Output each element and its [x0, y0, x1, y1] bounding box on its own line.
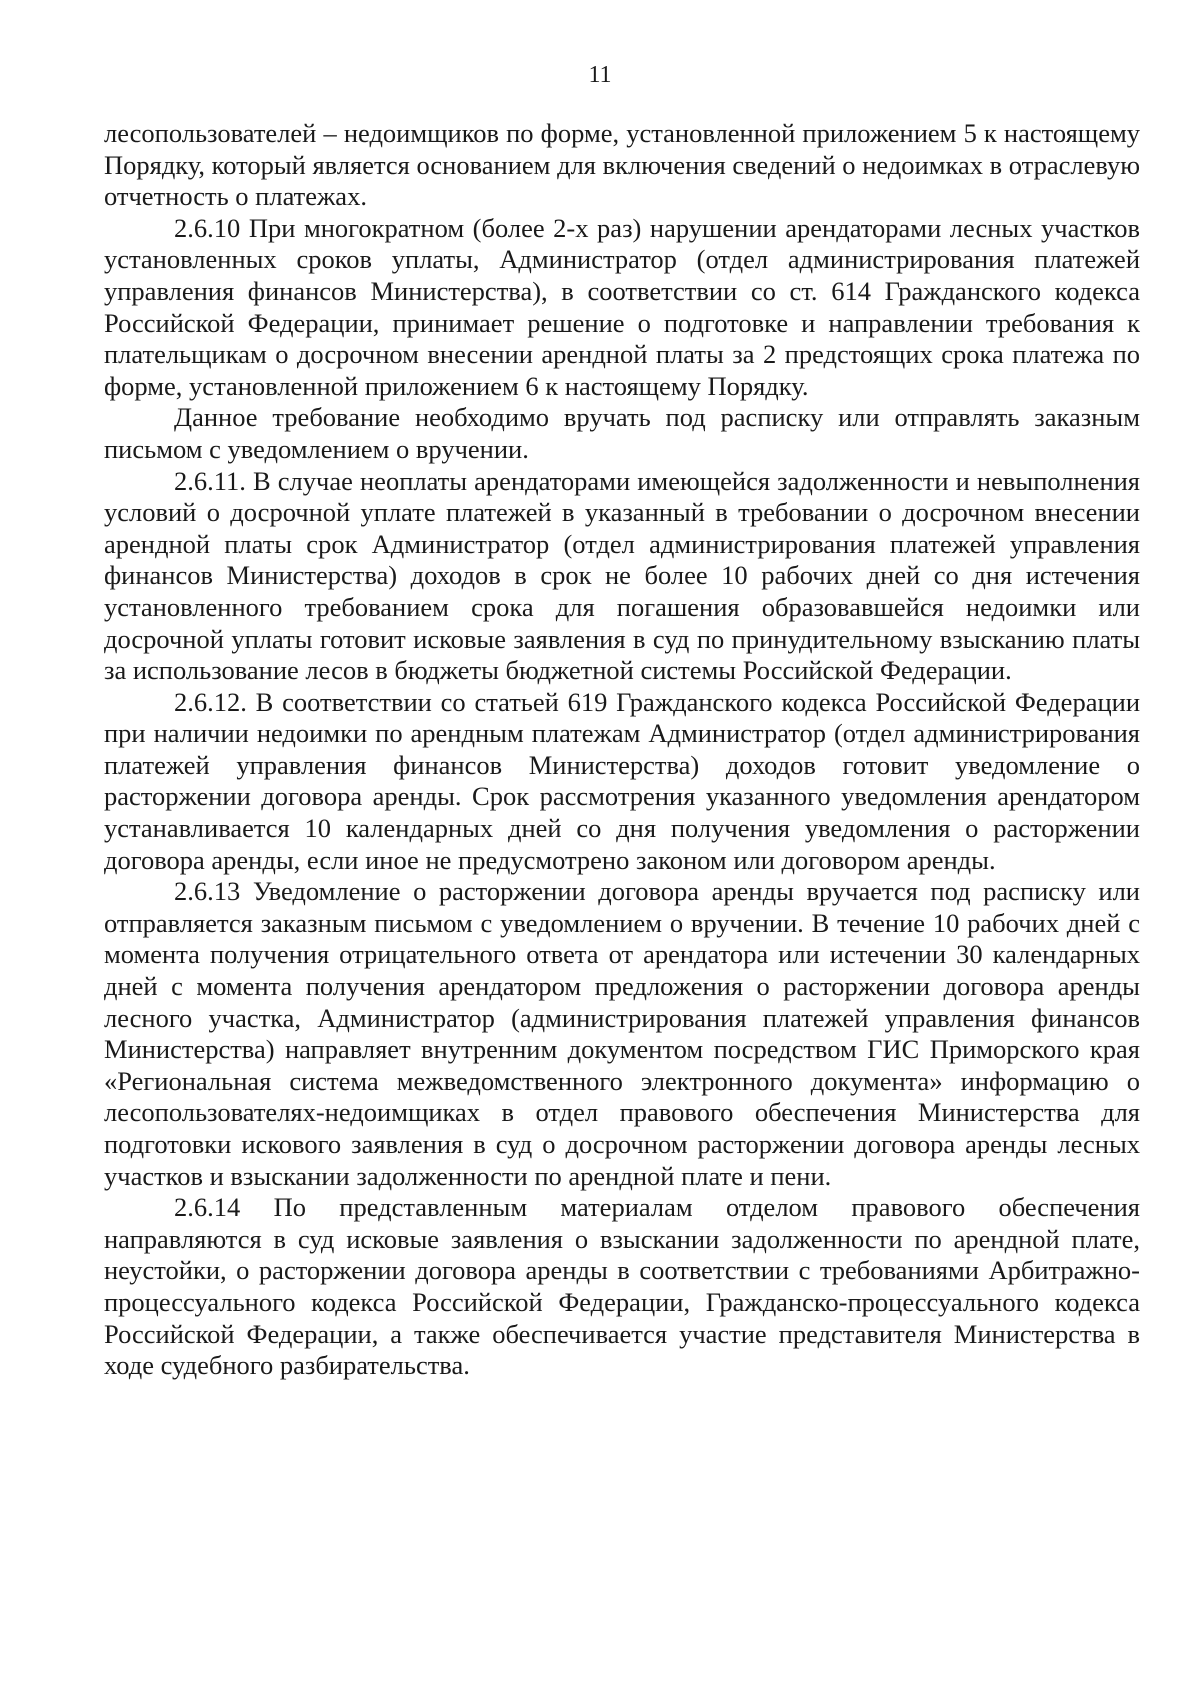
document-body	[104, 118, 1140, 1382]
paragraph-2-6-11: 2.6.11. В случае неоплаты арендаторами имеющейся задолженности и невыполнения условий о досрочной уплате платежей в указанный в требовании о досрочном внесении арендной платы срок Администратор (отдел администрирования платежей управления финансов Министерства) доходов в срок не более 10 рабочих дней со дня истечения установленного требованием срока для погашения образовавшейся недоимки или досрочной уплаты готовит исковые заявления в суд по принудительному взысканию платы за использование лесов в бюджеты бюджетной системы Российской Федерации.	[104, 465, 1140, 686]
paragraph-requirement-delivery: Данное требование необходимо вручать под расписку или отправлять заказным письмом с уведомлением о вручении.	[104, 402, 1140, 464]
paragraph-2-6-13: 2.6.13 Уведомление о расторжении договора аренды вручается под расписку или отправляется заказным письмом с уведомлением о вручении. В течение 10 рабочих дней с момента получения отрицательного ответа от арендатора или истечении 30 календарных дней с момента получения арендатором предложения о расторжении договора аренды лесного участка, Администратор (администрирования платежей управления финансов Министерства) направляет внутренним документом посредством ГИС Приморского края «Региональная система межведомственного электронного документа» информацию о лесопользователях-недоимщиках в отдел правового обеспечения Министерства для подготовки искового заявления в суд о досрочном расторжении договора аренды лесных участков и взыскании задолженности по арендной плате и пени.	[104, 876, 1140, 1191]
paragraph-2-6-10: 2.6.10 При многократном (более 2-х раз) нарушении арендаторами лесных участков установленных сроков уплаты, Администратор (отдел администрирования платежей управления финансов Министерства), в соответствии со ст. 614 Гражданского кодекса Российской Федерации, принимает решение о подготовке и направлении требования к плательщикам о досрочном внесении арендной платы за 2 предстоящих срока платежа по форме, установленной приложением 6 к настоящему Порядку.	[104, 212, 1140, 401]
paragraph-2-6-14: 2.6.14 По представленным материалам отделом правового обеспечения направляются в суд исковые заявления о взыскании задолженности по арендной плате, неустойки, о расторжении договора аренды в соответствии с требованиями Арбитражно-процессуального кодекса Российской Федерации, Гражданско-процессуального кодекса Российской Федерации, а также обеспечивается участие представителя Министерства в ходе судебного разбирательства.	[104, 1192, 1140, 1381]
paragraph-continuation: лесопользователей – недоимщиков по форме, установленной приложением 5 к настоящему Порядку, который является основанием для включения сведений о недоимках в отраслевую отчетность о платежах.	[104, 118, 1140, 212]
page-number: 11	[588, 62, 612, 88]
paragraph-2-6-12: 2.6.12. В соответствии со статьей 619 Гражданского кодекса Российской Федерации при наличии недоимки по арендным платежам Администратор (отдел администрирования платежей управления финансов Министерства) доходов готовит уведомление о расторжении договора аренды. Срок рассмотрения указанного уведомления арендатором устанавливается 10 календарных дней со дня получения уведомления о расторжении договора аренды, если иное не предусмотрено законом или договором аренды.	[104, 686, 1140, 875]
